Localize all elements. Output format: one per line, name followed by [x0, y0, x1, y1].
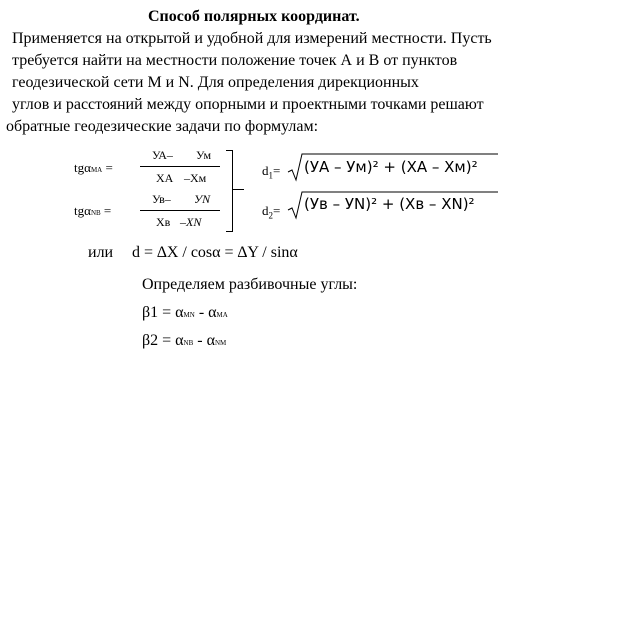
paragraph-line-2: требуется найти на местности положение точек А и В от пунктов [12, 52, 458, 69]
ili-word: или [88, 244, 114, 261]
angles-heading: Определяем разбивочные углы: [142, 276, 358, 293]
page-title: Способ полярных координат. [148, 8, 360, 25]
d1-label: $d_1=$ [262, 163, 281, 181]
d1-expression: (УА – Ум)² + (ХА – Хм)² [304, 158, 478, 176]
tg-nb-numerator-right: УN [194, 192, 211, 206]
paragraph-line-3: геодезической сети М и N. Для определения дирекционных [12, 74, 419, 91]
tg-nb-denominator-right: –ХN [180, 215, 202, 229]
paragraph-line-5: обратные геодезические задачи по формулам: [6, 118, 319, 135]
tg-nb-numerator-left: Ув– [152, 192, 171, 206]
tg-ma-denominator-right: –Хм [184, 171, 207, 185]
d2-label: $d_2=$ [262, 203, 281, 221]
tg-ma-denominator-left: ХА [156, 171, 174, 185]
tg-nb-fraction-bar [140, 210, 220, 211]
tg-ma-fraction-bar [140, 166, 220, 167]
tg-nb-denominator-left: Хв [156, 215, 171, 229]
bracket-tick [232, 189, 244, 190]
tg-ma-numerator-left: УА– [152, 148, 173, 162]
paragraph-line-4: углов и расстояний между опорными и проектными точками решают [12, 96, 484, 113]
beta1-formula: β1 = αMN - αMA [142, 304, 228, 321]
d2-expression: (Ув – УN)² + (Хв – ХN)² [304, 195, 475, 213]
tg-ma-numerator-right: Ум [196, 148, 212, 162]
tg-nb-label: tgαNB = [74, 203, 112, 218]
tg-ma-label: tgαMA = [74, 160, 113, 175]
formula-bracket [226, 150, 233, 232]
paragraph-line-1: Применяется на открытой и удобной для измерений местности. Пусть [12, 30, 492, 47]
distance-formula: d = ∆X / cosα = ∆Y / sinα [132, 244, 298, 261]
beta2-formula: β2 = αNB - αNM [142, 332, 227, 349]
